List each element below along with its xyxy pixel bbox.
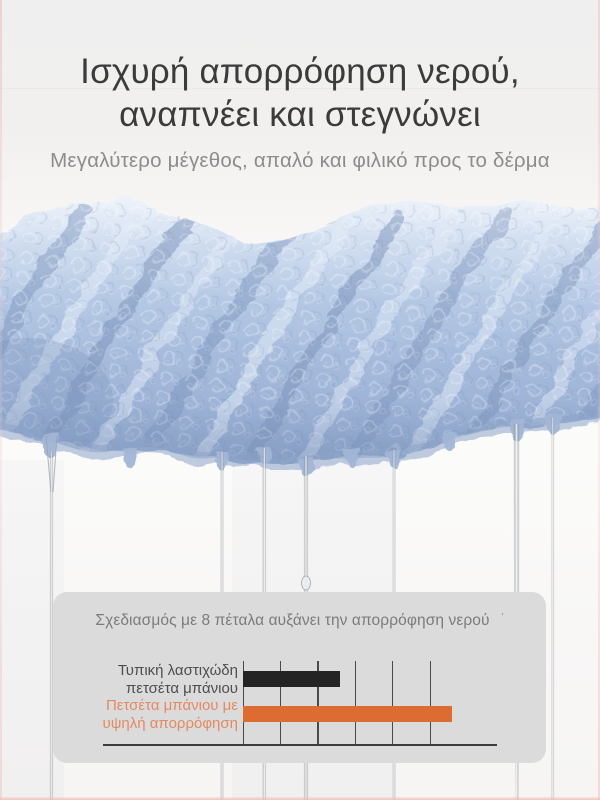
title-line-1: Ισχυρή απορρόφηση νερού, — [80, 52, 520, 91]
page-title — [0, 50, 600, 136]
absorption-chart-card — [53, 592, 546, 763]
bar-standard-towel — [243, 671, 340, 687]
category-label-standard-towel: Τυπική λαστιχώδη πετσέτα μπάνιου — [117, 662, 238, 697]
title-line-2: αναπνέει και στεγνώνει — [119, 95, 481, 134]
gridline — [392, 661, 393, 745]
header — [0, 50, 600, 173]
gridline — [355, 661, 356, 745]
towel-roll — [0, 201, 600, 477]
category-label-high-absorption-towel: Πετσέτα μπάνιου με υψηλή απορρόφηση — [102, 697, 238, 732]
page-subtitle: Μεγαλύτερο μέγεθος, απαλό και φιλικό προς το δέρμα — [50, 149, 550, 172]
title-footnote-mark: ' — [501, 612, 504, 623]
bar-high-absorption-towel — [243, 706, 452, 722]
chart-x-axis — [103, 744, 497, 746]
chart-title: Σχεδιασμός με 8 πέταλα αυξάνει την απορρόφηση νερού ' — [95, 612, 504, 629]
water-droplet — [302, 576, 311, 590]
gridline — [430, 661, 431, 745]
